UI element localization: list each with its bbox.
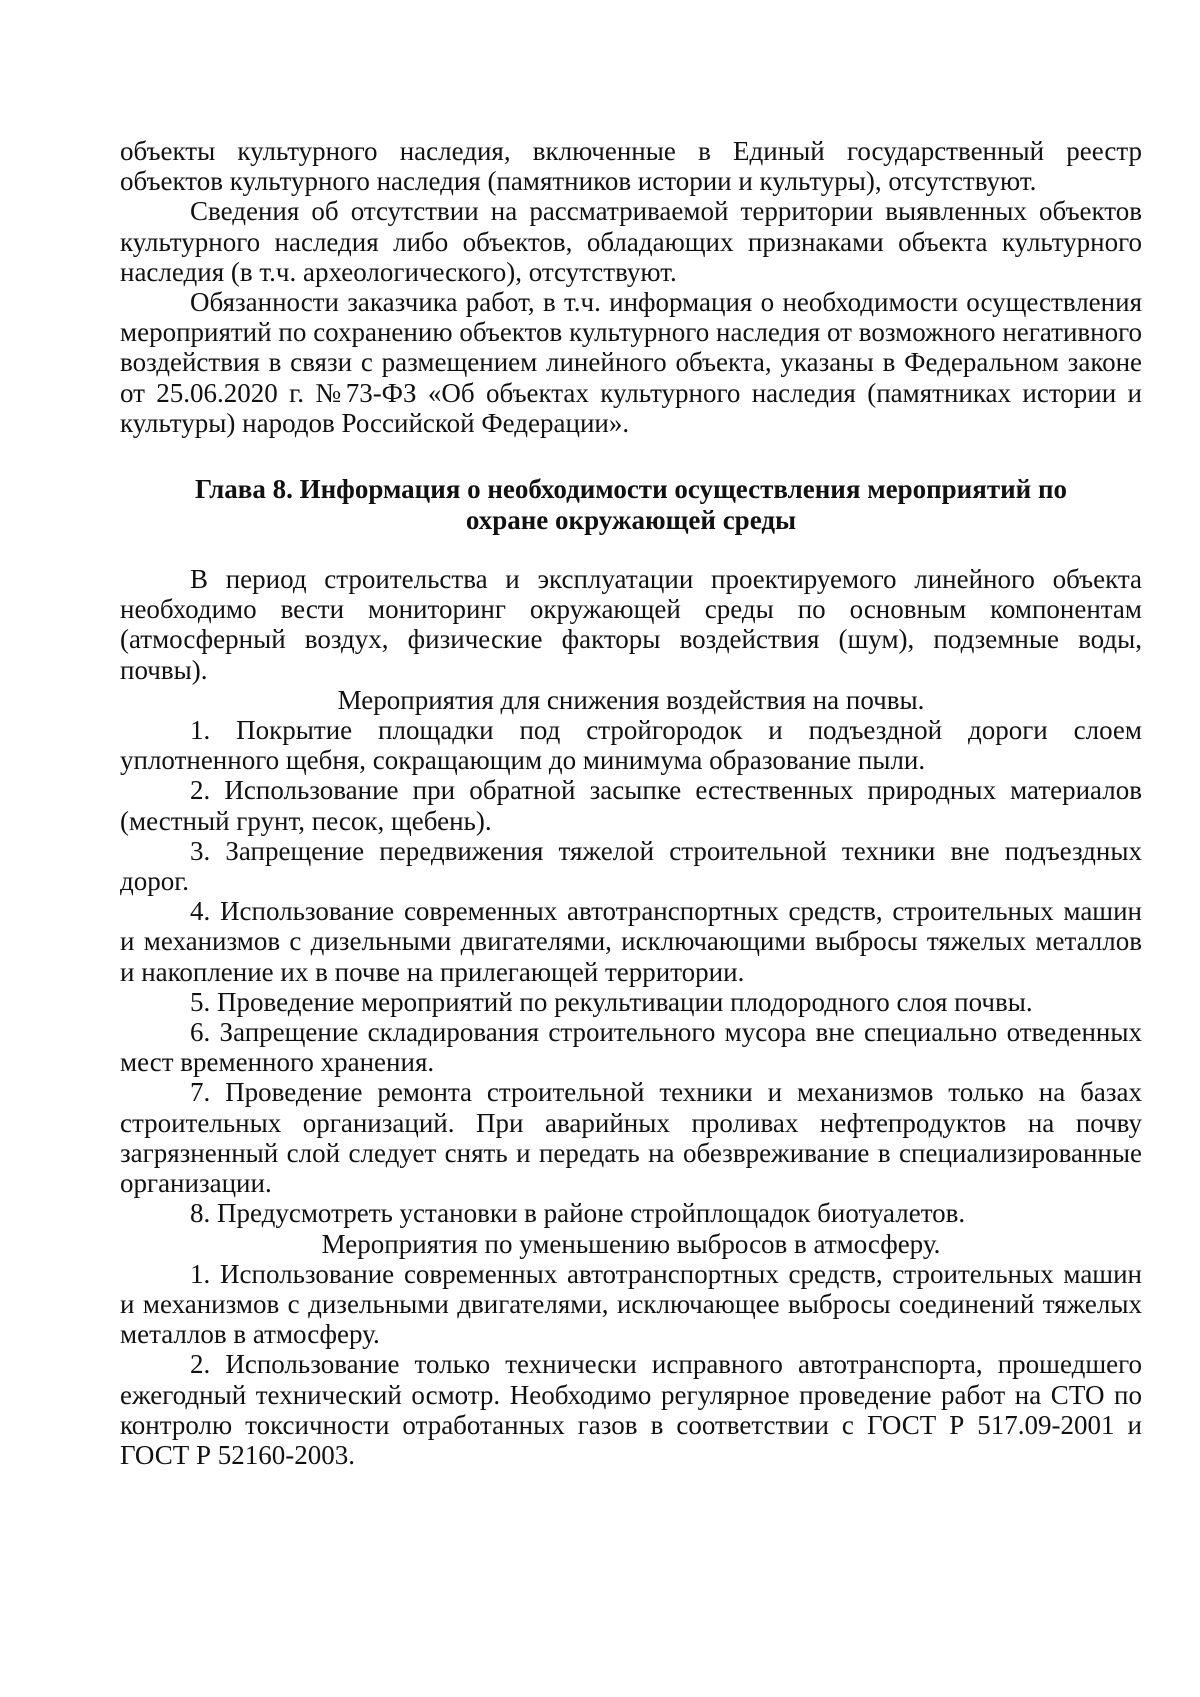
paragraph-customer-obligations: Обязанности заказчика работ, в т.ч. информация о необходимости осуществления мероприятий по сохранению объектов культурного наследия от возможного негативного воздействия в связи с размещением линейного объекта, указаны в Федеральном законе от 25.06.2020 г. №73-ФЗ «Об объектах культурного наследия (памятниках истории и культуры) народов Российской Федерации». (120, 287, 1142, 438)
soil-section-title: Мероприятия для снижения воздействия на почвы. (337, 684, 925, 715)
spacer (120, 438, 1142, 474)
chapter-heading (120, 474, 1142, 536)
soil-item: 3. Запрещение передвижения тяжелой строительной техники вне подъездных дорог. (120, 835, 1142, 897)
paragraph-heritage-absence: Сведения об отсутствии на рассматриваемой территории выявленных объектов культурного наследия либо объектов, обладающих признаками объекта культурного наследия (в т.ч. археологического), отсутствуют. (120, 196, 1142, 287)
chapter-heading-line-2: охране окружающей среды (465, 505, 797, 536)
chapter-heading-line-1: Глава 8. Информация о необходимости осуществления мероприятий по (194, 474, 1067, 505)
soil-item: 2. Использование при обратной засыпке естественных природных материалов (местный грунт, песок, щебень). (120, 775, 1142, 836)
paragraph-monitoring-intro: В период строительства и эксплуатации проектируемого линейного объекта необходимо вести мониторинг окружающей среды по основным компонентам (атмосферный воздух, физические факторы воздействия (шум), подземные воды, почвы). (120, 564, 1142, 685)
soil-item: 4. Использование современных автотранспортных средств, строительных машин и механизмов с дизельными двигателями, исключающими выбросы тяжелых металлов и накопление их в почве на прилегающей территории. (120, 896, 1142, 987)
paragraph-heritage-registry: объекты культурного наследия, включенные в Единый государственный реестр объектов культурного наследия (памятников истории и культуры), отсутствуют. (120, 136, 1142, 197)
soil-item: 5. Проведение мероприятий по рекультивации плодородного слоя почвы. (190, 986, 1033, 1017)
document-body (120, 136, 1142, 1470)
air-item: 2. Использование только технически исправного автотранспорта, прошедшего ежегодный технический осмотр. Необходимо регулярное проведение работ на СТО по контролю токсичности отработанных газов в соответствии с ГОСТ Р 517.09-2001 и ГОСТ Р 52160-2003. (120, 1349, 1142, 1470)
soil-item: 6. Запрещение складирования строительного мусора вне специально отведенных мест временного хранения. (120, 1017, 1142, 1078)
spacer (120, 536, 1142, 564)
air-item: 1. Использование современных автотранспортных средств, строительных машин и механизмов с дизельными двигателями, исключающее выбросы соединений тяжелых металлов в атмосферу. (120, 1258, 1142, 1350)
soil-item: 1. Покрытие площадки под стройгородок и подъездной дороги слоем уплотненного щебня, сокращающим до минимума образование пыли. (120, 715, 1142, 776)
air-section-title: Мероприятия по уменьшению выбросов в атмосферу. (321, 1228, 941, 1259)
soil-item: 7. Проведение ремонта строительной техники и механизмов только на базах строительных организаций. При аварийных проливах нефтепродуктов на почву загрязненный слой следует снять и передать на обезвреживание в специализированные организации. (120, 1077, 1142, 1199)
soil-item: 8. Предусмотреть установки в районе стройплощадок биотуалетов. (190, 1198, 966, 1229)
